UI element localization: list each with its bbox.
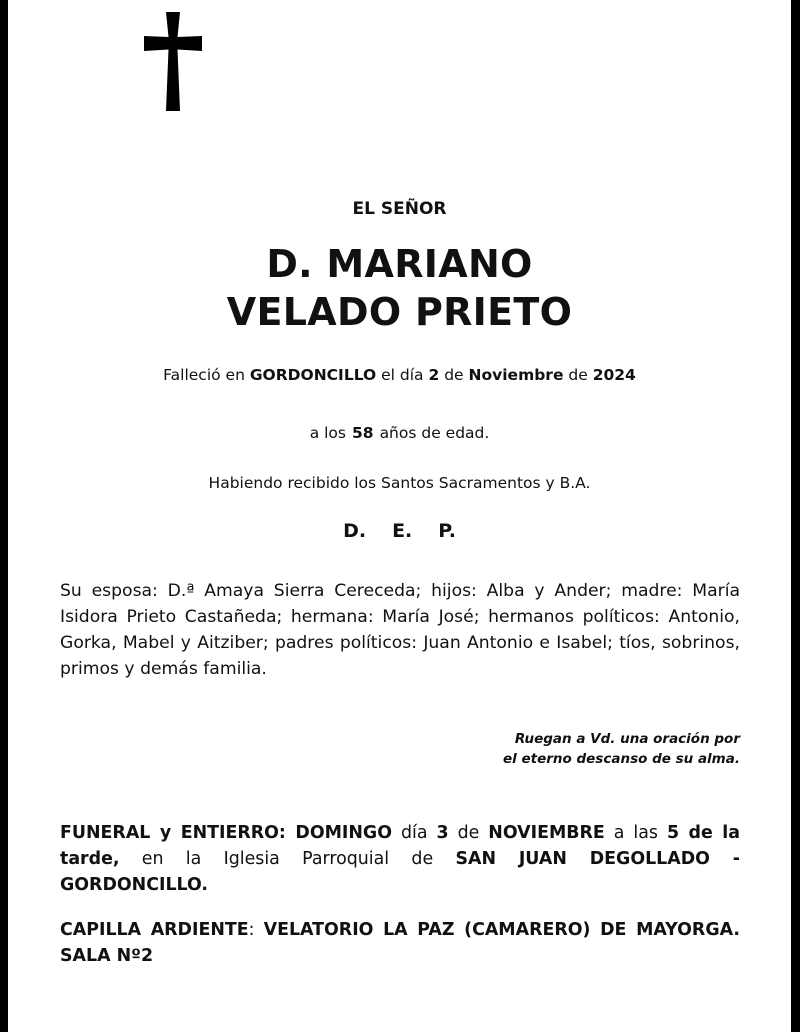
chapel-value: VELATORIO LA PAZ (CAMARERO) DE MAYORGA. SALA Nº2 [60, 920, 740, 966]
family-paragraph: Su esposa: D.ª Amaya Sierra Cereceda; hijos: Alba y Ander; madre: María Isidora Prieto Castañeda; hermana: María José; hermanos políticos: Antonio, Gorka, Mabel y Aitziber; padres políticos: Juan Antonio e Isabel; tíos, sobrinos, primos y demás familia. [60, 581, 740, 679]
chapel-separator: : [248, 920, 264, 940]
funeral-text-3: a las [604, 823, 667, 843]
death-text-1: Falleció en [163, 366, 250, 384]
sacraments-statement: Habiendo recibido los Santos Sacramentos y B.A. [208, 474, 591, 492]
age-pre: a los [309, 424, 346, 442]
dep-initials [8, 520, 791, 542]
death-day: 2 [428, 366, 440, 384]
death-text-3: de [439, 366, 469, 384]
right-border [791, 0, 800, 1032]
chapel-label: CAPILLA ARDIENTE [60, 920, 249, 940]
death-year: 2024 [592, 366, 636, 384]
death-statement [8, 366, 791, 384]
dep-e: E. [392, 520, 413, 542]
age-years: 58 [351, 424, 374, 442]
funeral-text-1: día [392, 823, 437, 843]
death-text-2: el día [376, 366, 429, 384]
funeral-month: NOVIEMBRE [488, 823, 605, 843]
prayer-request [503, 729, 740, 769]
age-post: años de edad. [379, 424, 490, 442]
prayer-line-2: el eterno descanso de su alma. [503, 751, 740, 767]
chapel-paragraph [60, 917, 740, 969]
prayer-line-1: Ruegan a Vd. una oración por [514, 731, 740, 747]
funeral-label: FUNERAL y ENTIERRO: DOMINGO [60, 823, 392, 843]
left-border [0, 0, 8, 1032]
name-line-1: D. MARIANO [266, 242, 533, 286]
funeral-text-4: en la Iglesia Parroquial de [119, 849, 456, 869]
funeral-time: 5 de la tarde, [60, 823, 740, 869]
age-statement [8, 424, 791, 442]
funeral-paragraph [60, 820, 740, 898]
death-month: Noviembre [468, 366, 564, 384]
death-place: GORDONCILLO [249, 366, 377, 384]
funeral-church: SAN JUAN DEGOLLADO - GORDONCILLO. [60, 849, 740, 895]
title-prefix: EL SEÑOR [352, 199, 447, 219]
dep-d: D. [343, 520, 367, 542]
dep-p: P. [438, 520, 456, 542]
funeral-day: 3 [436, 823, 449, 843]
funeral-text-2: de [448, 823, 489, 843]
latin-cross-icon [144, 12, 202, 111]
death-text-4: de [563, 366, 593, 384]
name-line-2: VELADO PRIETO [226, 290, 573, 334]
deceased-name [8, 240, 791, 336]
